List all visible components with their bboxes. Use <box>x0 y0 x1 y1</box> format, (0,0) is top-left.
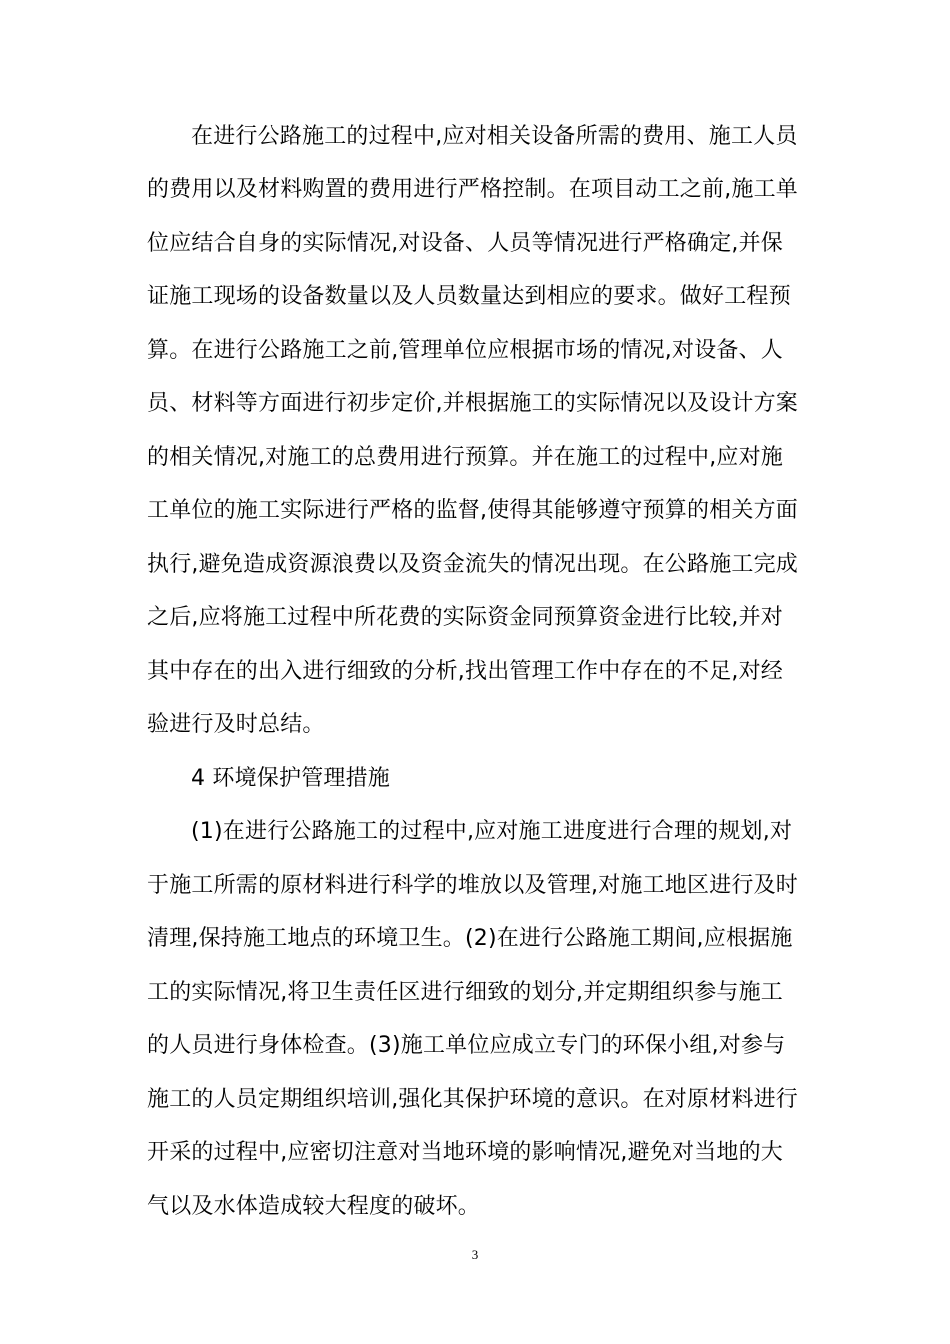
paragraph-1-line-9: 执行,避免造成资源浪费以及资金流失的情况出现。在公路施工完成 <box>147 552 798 577</box>
paragraph-2-line-4: 工的实际情况,将卫生责任区进行细致的划分,并定期组织参与施工 <box>147 980 783 1005</box>
paragraph-1-line-2: 的费用以及材料购置的费用进行严格控制。在项目动工之前,施工单 <box>147 177 798 202</box>
paragraph-1-line-12: 验进行及时总结。 <box>147 712 325 737</box>
paragraph-1-line-6: 员、材料等方面进行初步定价,并根据施工的实际情况以及设计方案 <box>147 391 798 416</box>
paragraph-1-line-11: 其中存在的出入进行细致的分析,找出管理工作中存在的不足,对经 <box>147 659 783 684</box>
paragraph-2-line-2: 于施工所需的原材料进行科学的堆放以及管理,对施工地区进行及时 <box>147 873 798 898</box>
paragraph-1-line-4: 证施工现场的设备数量以及人员数量达到相应的要求。做好工程预 <box>147 284 791 309</box>
paragraph-1-line-7: 的相关情况,对施工的总费用进行预算。并在施工的过程中,应对施 <box>147 445 783 470</box>
section-heading: 4 环境保护管理措施 <box>191 766 390 791</box>
page-number: 3 <box>471 1247 479 1262</box>
paragraph-2-line-5: 的人员进行身体检查。(3)施工单位应成立专门的环保小组,对参与 <box>147 1033 786 1058</box>
paragraph-1-line-5: 算。在进行公路施工之前,管理单位应根据市场的情况,对设备、人 <box>147 338 783 363</box>
paragraph-1-line-1: 在进行公路施工的过程中,应对相关设备所需的费用、施工人员 <box>191 124 798 149</box>
paragraph-2-line-6: 施工的人员定期组织培训,强化其保护环境的意识。在对原材料进行 <box>147 1087 798 1112</box>
paragraph-1-line-10: 之后,应将施工过程中所花费的实际资金同预算资金进行比较,并对 <box>147 605 783 630</box>
paragraph-1-line-3: 位应结合自身的实际情况,对设备、人员等情况进行严格确定,并保 <box>147 231 783 256</box>
paragraph-2-line-7: 开采的过程中,应密切注意对当地环境的影响情况,避免对当地的大 <box>147 1140 783 1165</box>
paragraph-2-line-3: 清理,保持施工地点的环境卫生。(2)在进行公路施工期间,应根据施 <box>147 926 793 951</box>
paragraph-2-line-1: (1)在进行公路施工的过程中,应对施工进度进行合理的规划,对 <box>191 819 793 844</box>
paragraph-1-line-8: 工单位的施工实际进行严格的监督,使得其能够遵守预算的相关方面 <box>147 498 798 523</box>
paragraph-2-line-8: 气以及水体造成较大程度的破坏。 <box>147 1194 481 1219</box>
